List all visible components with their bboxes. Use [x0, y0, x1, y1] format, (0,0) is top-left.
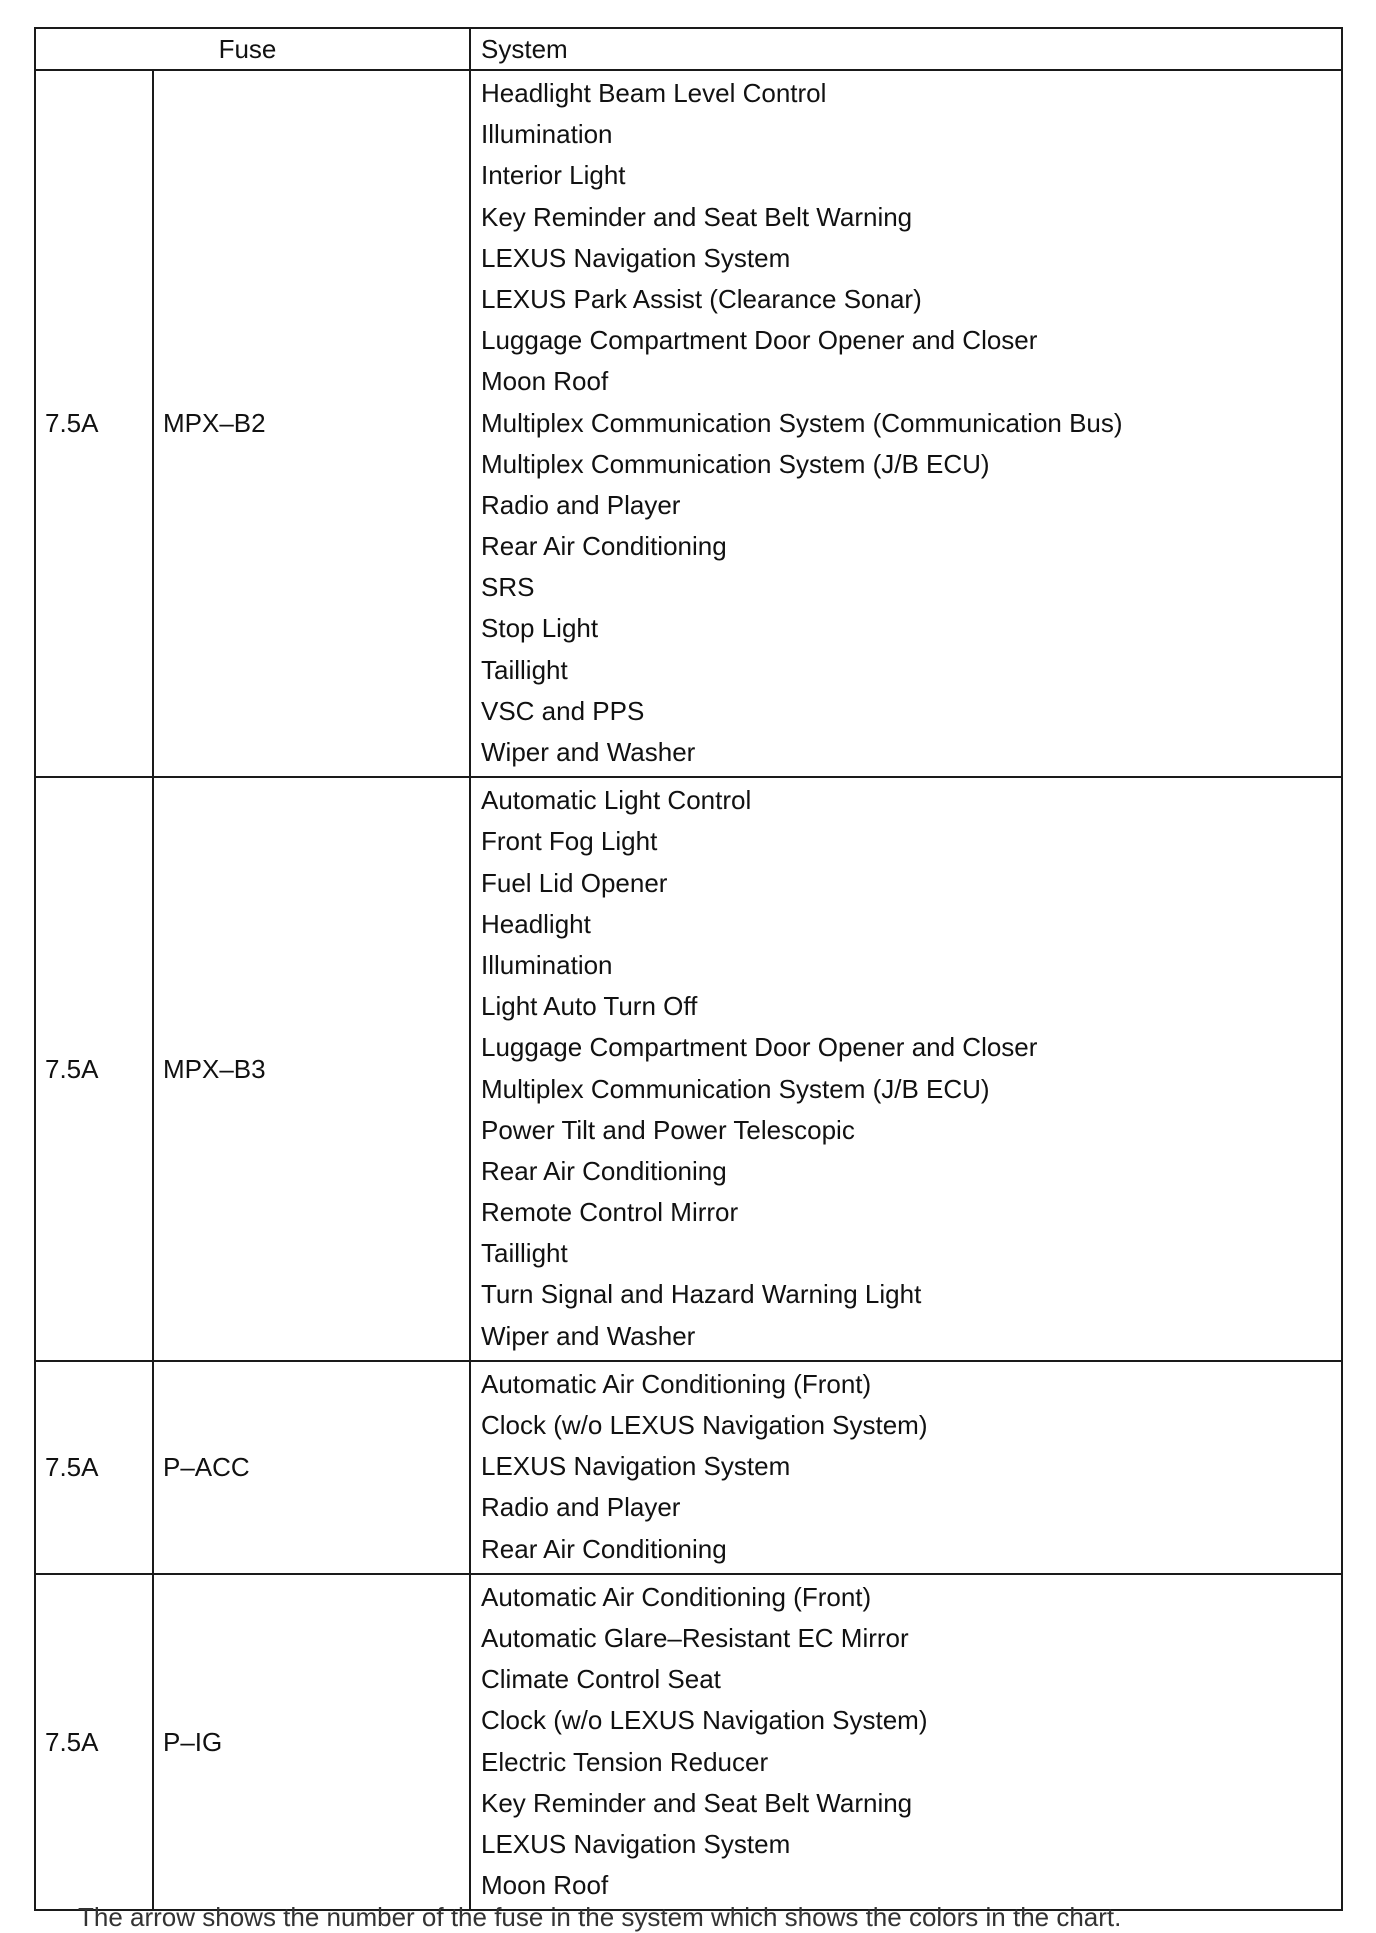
system-item: Automatic Air Conditioning (Front): [481, 1368, 872, 1399]
system-item: Wiper and Washer: [481, 1320, 696, 1351]
system-item: Taillight: [481, 1238, 568, 1269]
system-list: [470, 70, 1342, 777]
fuse-amperage: 7.5A: [35, 1574, 153, 1911]
fuse-amperage: 7.5A: [35, 70, 153, 777]
table-row: [35, 70, 1342, 777]
system-item: SRS: [481, 572, 535, 603]
fuse-rows: [35, 70, 1342, 1910]
table-row: [35, 1361, 1342, 1574]
system-list: [470, 1361, 1342, 1574]
system-item: Key Reminder and Seat Belt Warning: [481, 201, 913, 232]
system-item: Turn Signal and Hazard Warning Light: [481, 1279, 922, 1310]
system-item: Radio and Player: [481, 1492, 681, 1523]
system-item: LEXUS Park Assist (Clearance Sonar): [481, 283, 922, 314]
fuse-name: P–IG: [153, 1574, 470, 1911]
fuse-system-table: [34, 27, 1343, 1911]
system-item: Light Auto Turn Off: [481, 991, 698, 1022]
system-list: [470, 777, 1342, 1361]
system-item: Clock (w/o LEXUS Navigation System): [481, 1705, 928, 1736]
system-item: Stop Light: [481, 613, 599, 644]
fuse-name: MPX–B3: [153, 777, 470, 1361]
table-row: [35, 777, 1342, 1361]
system-item: Headlight Beam Level Control: [481, 78, 827, 108]
system-item: Luggage Compartment Door Opener and Closer: [481, 1032, 1038, 1063]
table-header-row: [35, 28, 1342, 70]
system-item: Illumination: [481, 119, 613, 150]
system-list: [470, 1574, 1342, 1911]
footer-note: The arrow shows the number of the fuse in the system which shows the colors in the chart.: [78, 1902, 1122, 1932]
system-item: Taillight: [481, 654, 568, 685]
table-row: [35, 1574, 1342, 1911]
system-item: Wiper and Washer: [481, 737, 696, 767]
system-item: Multiplex Communication System (J/B ECU): [481, 1073, 990, 1104]
system-item: Automatic Air Conditioning (Front): [481, 1581, 872, 1612]
fuse-name: MPX–B2: [153, 70, 470, 777]
system-item: Automatic Glare–Resistant EC Mirror: [481, 1622, 909, 1653]
system-column-header: System: [470, 28, 1342, 70]
system-item: Remote Control Mirror: [481, 1197, 739, 1228]
system-item: VSC and PPS: [481, 695, 645, 726]
system-item: Radio and Player: [481, 489, 681, 520]
fuse-amperage: 7.5A: [35, 777, 153, 1361]
system-item: Moon Roof: [481, 366, 609, 397]
system-item: Multiplex Communication System (Communication Bus): [481, 407, 1123, 438]
system-item: Fuel Lid Opener: [481, 867, 668, 898]
system-item: Multiplex Communication System (J/B ECU): [481, 448, 990, 479]
system-item: Interior Light: [481, 160, 626, 191]
system-item: Rear Air Conditioning: [481, 1155, 727, 1186]
system-item: Front Fog Light: [481, 826, 658, 857]
system-item: Illumination: [481, 949, 613, 980]
system-item: Clock (w/o LEXUS Navigation System): [481, 1410, 928, 1440]
system-item: Headlight: [481, 908, 591, 939]
system-item: Moon Roof: [481, 1870, 609, 1901]
system-item: Rear Air Conditioning: [481, 1533, 727, 1564]
system-item: Automatic Light Control: [481, 785, 752, 816]
system-item: LEXUS Navigation System: [481, 1451, 791, 1482]
system-item: Electric Tension Reducer: [481, 1746, 769, 1777]
system-item: Rear Air Conditioning: [481, 531, 727, 562]
system-item: LEXUS Navigation System: [481, 1828, 791, 1859]
system-item: Power Tilt and Power Telescopic: [481, 1114, 855, 1145]
fuse-column-header: Fuse: [35, 28, 470, 70]
fuse-amperage: 7.5A: [35, 1361, 153, 1574]
system-item: Luggage Compartment Door Opener and Closer: [481, 325, 1038, 356]
fuse-name: P–ACC: [153, 1361, 470, 1574]
system-item: LEXUS Navigation System: [481, 242, 791, 273]
system-item: Climate Control Seat: [481, 1664, 721, 1695]
system-item: Key Reminder and Seat Belt Warning: [481, 1787, 913, 1818]
